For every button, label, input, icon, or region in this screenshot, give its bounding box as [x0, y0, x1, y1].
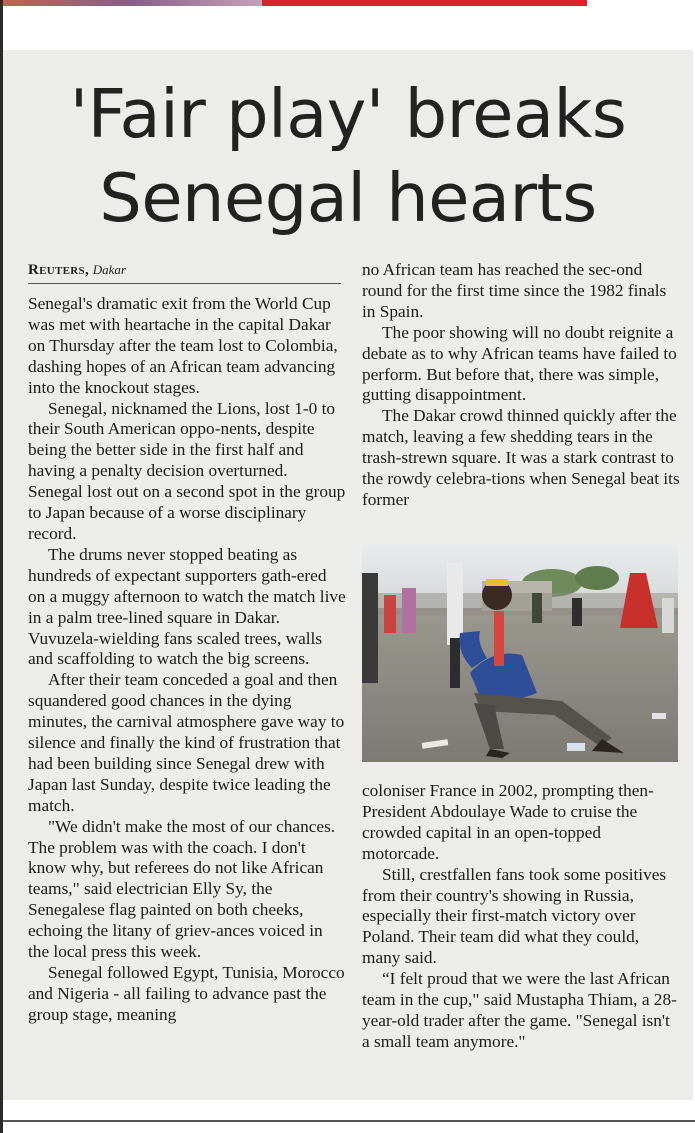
- byline-agency: Reuters,: [28, 262, 89, 278]
- paragraph: Senegal followed Egypt, Tunisia, Morocco and Nigeria - all failing to advance past the group stage, meaning: [28, 963, 345, 1024]
- paragraph: "We didn't make the most of our chances. The problem was with the coach. I don't know why, but referees do not like African teams," said electrician Elly Sy, the Senegalese flag painted on both cheeks, echoing the litany of griev-ances voiced in the local press this week.: [28, 816, 336, 962]
- photo-fan-sitting-illustration: [362, 543, 678, 762]
- news-photo: [362, 543, 678, 762]
- paragraph: “I felt proud that we were the last African team in the cup," said Mustapha Thiam, a 28-year-old trader after the game. "Senegal isn't a small team anymore.": [362, 969, 677, 1051]
- paragraph: coloniser France in 2002, prompting then-President Abdoulaye Wade to cruise the crowded capital in an open-topped motorcade.: [362, 781, 654, 863]
- article-column-2-bottom: [362, 781, 680, 1053]
- paragraph: After their team conceded a goal and then squandered good chances in the dying minutes, the carnival atmosphere gave way to silence and finally the kind of frustration that had been building since Senegal drew with Japan last Sunday, despite twice leading the match.: [28, 670, 345, 815]
- top-strip: [0, 0, 695, 50]
- headline: [3, 72, 693, 240]
- byline-place: Dakar: [92, 262, 126, 277]
- paragraph: Still, crestfallen fans took some positives from their country's showing in Russia, especially their first-match victory over Poland. Their team did what they could, many said.: [362, 864, 667, 968]
- header-image-strip: [0, 0, 262, 6]
- paragraph: The Dakar crowd thinned quickly after the match, leaving a few shedding tears in the trash-strewn square. It was a stark contrast to the rowdy celebra-tions when Senegal beat its former: [362, 406, 680, 509]
- paragraph: The poor showing will no doubt reignite a debate as to why African teams have failed to perform. But before that, there was simple, gutting disappointment.: [362, 322, 677, 405]
- article-column-1: [28, 294, 346, 1026]
- headline-line-1: 'Fair play' breaks: [69, 75, 627, 153]
- paragraph: no African team has reached the sec-ond round for the first time since the 1982 finals in Spain.: [362, 260, 667, 321]
- paragraph: The drums never stopped beating as hundreds of expectant supporters gath-ered on a muggy afternoon to watch the match live in a palm tree-lined square in Dakar. Vuvuzela-wielding fans scaled trees, walls and scaffolding to watch the big screens.: [28, 544, 346, 669]
- newspaper-page: [3, 50, 693, 1100]
- byline: [28, 259, 341, 284]
- paragraph: Senegal, nicknamed the Lions, lost 1-0 to their South American oppo-nents, despite being the better side in the first half and having a penalty decision overturned. Senegal lost out on a second spot in the group to Japan because of a worse disciplinary record.: [28, 398, 346, 543]
- article-column-2-top: [362, 260, 680, 511]
- header-red-bar: [262, 0, 587, 6]
- paragraph: Senegal's dramatic exit from the World Cup was met with heartache in the capital Dakar on Thursday after the team lost to Colombia, dashing hopes of an African team advancing into the knockout stages.: [28, 294, 338, 397]
- bottom-rule: [3, 1120, 695, 1122]
- headline-line-2: Senegal hearts: [99, 159, 597, 237]
